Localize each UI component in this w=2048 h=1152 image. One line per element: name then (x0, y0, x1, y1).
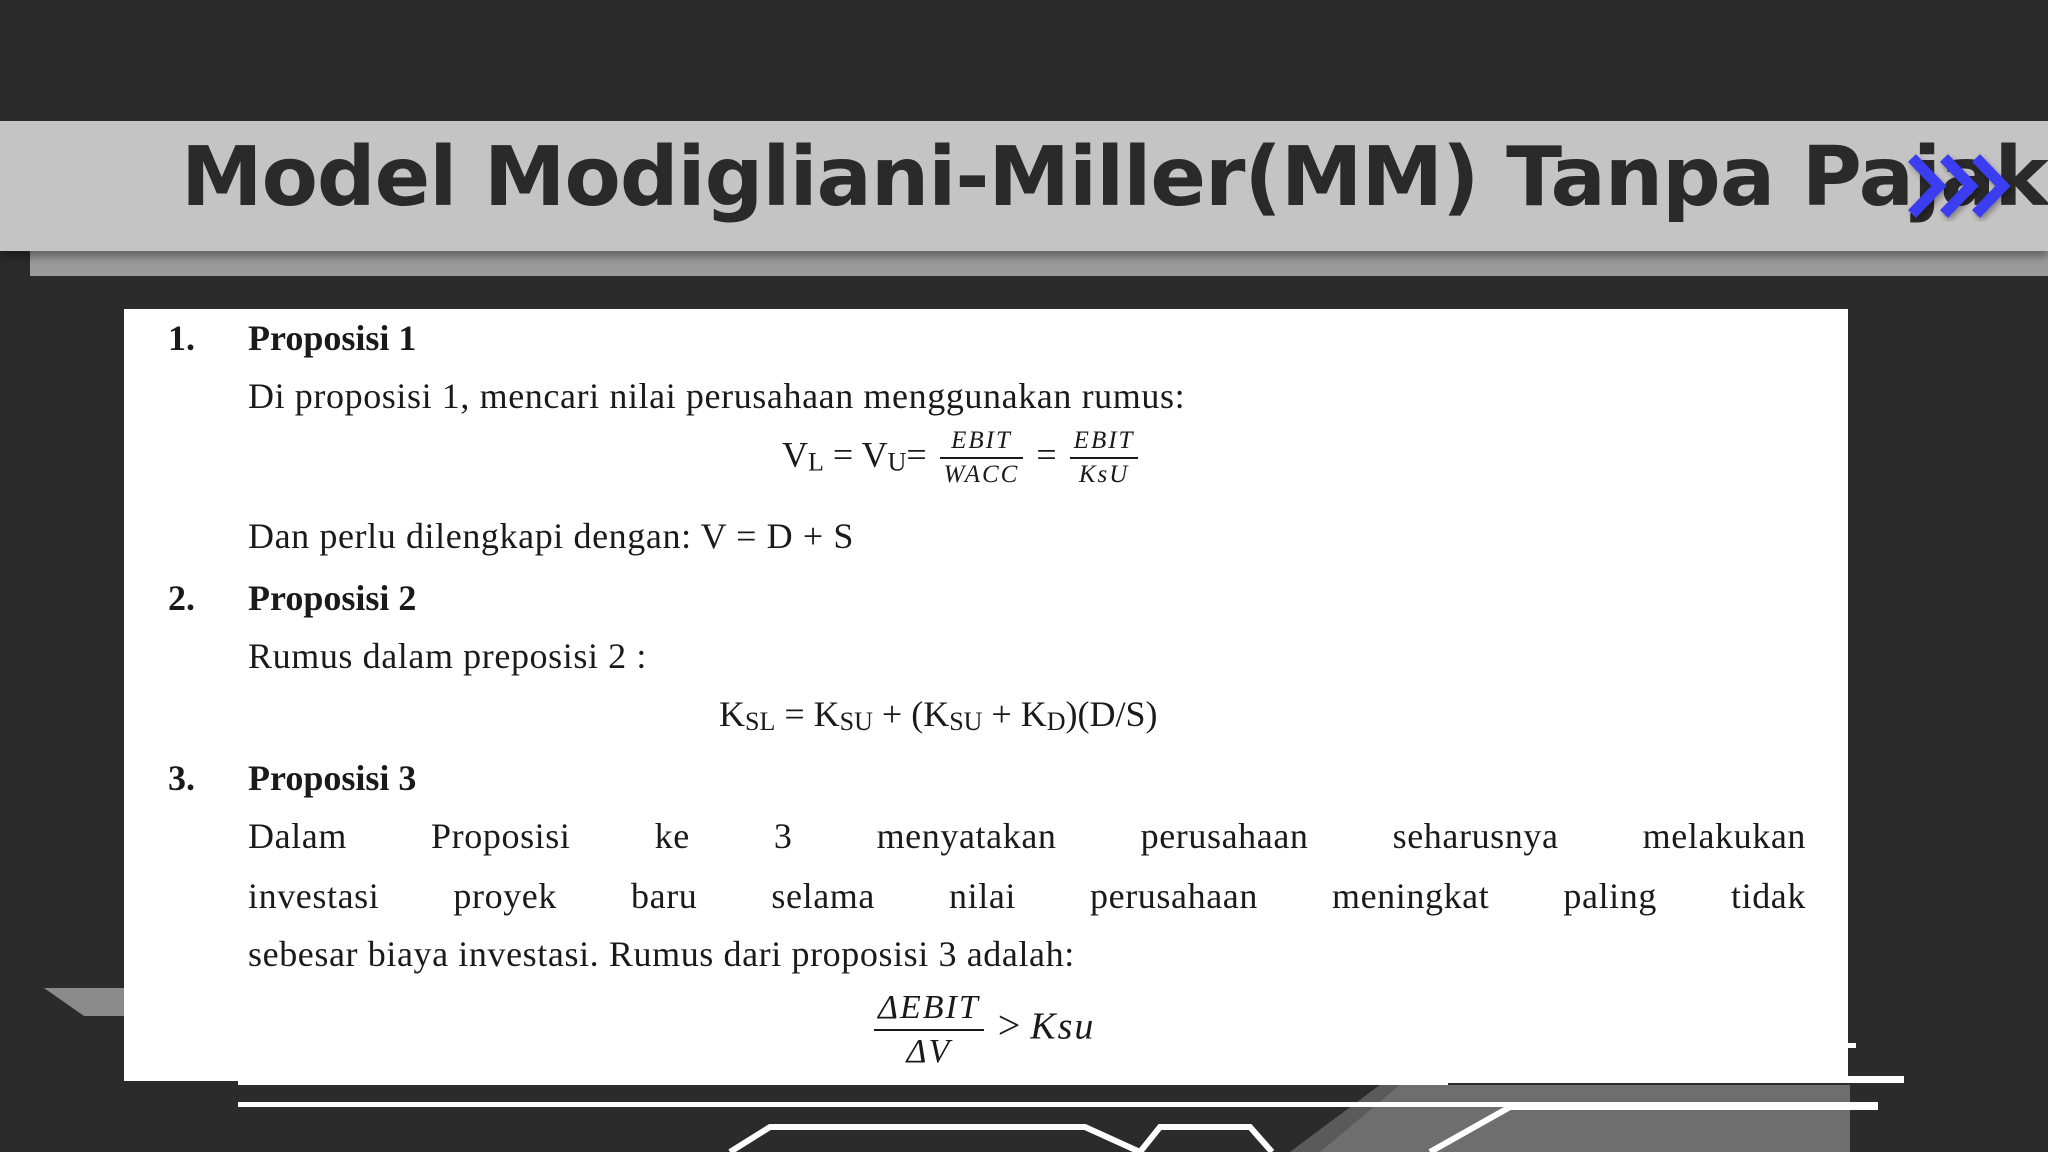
document-image (124, 309, 1848, 1081)
formula-term: V (861, 434, 888, 475)
item-paragraph-line: investasi proyek baru selama nilai perusahaan meningkat paling tidak (248, 876, 1806, 916)
formula-proposisi-1 (782, 427, 1142, 489)
formula-term: K (719, 694, 745, 734)
fraction-numerator: EBIT (940, 427, 1024, 459)
triple-chevron-right-icon[interactable] (1906, 150, 2021, 222)
fraction-denominator: KsU (1078, 461, 1130, 488)
fraction-denominator: ΔV (906, 1033, 952, 1070)
formula-operator: = (775, 694, 814, 734)
slide-title: Model Modigliani-Miller(MM) Tanpa Pajak (181, 130, 2048, 225)
item-number: 1. (168, 318, 195, 358)
formula-term: K (813, 694, 840, 734)
item-paragraph-line: sebesar biaya investasi. Rumus dari proposisi 3 adalah: (248, 934, 1075, 974)
formula-operator: = (1036, 434, 1057, 475)
formula-term: K (1020, 694, 1047, 734)
formula-term: K (923, 694, 950, 734)
formula-proposisi-3 (870, 989, 1095, 1071)
formula-subscript: SU (839, 707, 873, 736)
formula-subscript: SU (949, 707, 983, 736)
item-note: Dan perlu dilengkapi dengan: V = D + S (248, 516, 854, 556)
formula-proposisi-2 (719, 693, 1158, 737)
formula-subscript: U (887, 447, 907, 477)
item-heading: Proposisi 3 (248, 758, 417, 798)
formula-operator: = (832, 434, 854, 475)
formula-term: Ksu (1030, 1005, 1096, 1048)
fraction (940, 427, 1024, 489)
fraction (874, 989, 984, 1071)
formula-subscript: L (808, 447, 824, 477)
formula-operator: = (906, 434, 927, 475)
item-paragraph-line: Dalam Proposisi ke 3 menyatakan perusahaan seharusnya melakukan (248, 816, 1806, 856)
item-intro: Rumus dalam preposisi 2 : (248, 636, 647, 676)
formula-term: V (782, 434, 808, 475)
item-intro: Di proposisi 1, mencari nilai perusahaan menggunakan rumus: (248, 376, 1186, 416)
item-heading: Proposisi 2 (248, 578, 417, 618)
formula-subscript: SL (745, 707, 776, 736)
formula-operator: + ( (872, 694, 924, 734)
formula-operator: > (987, 1002, 1031, 1048)
item-heading: Proposisi 1 (248, 318, 417, 358)
fraction-numerator: ΔEBIT (874, 989, 984, 1031)
formula-subscript: D (1046, 707, 1066, 736)
fraction-numerator: EBIT (1070, 427, 1139, 459)
fraction (1070, 427, 1139, 489)
formula-term: )(D/S) (1065, 694, 1158, 734)
fraction-denominator: WACC (943, 461, 1020, 488)
item-number: 2. (168, 578, 195, 618)
formula-operator: + (982, 694, 1021, 734)
item-number: 3. (168, 758, 195, 798)
